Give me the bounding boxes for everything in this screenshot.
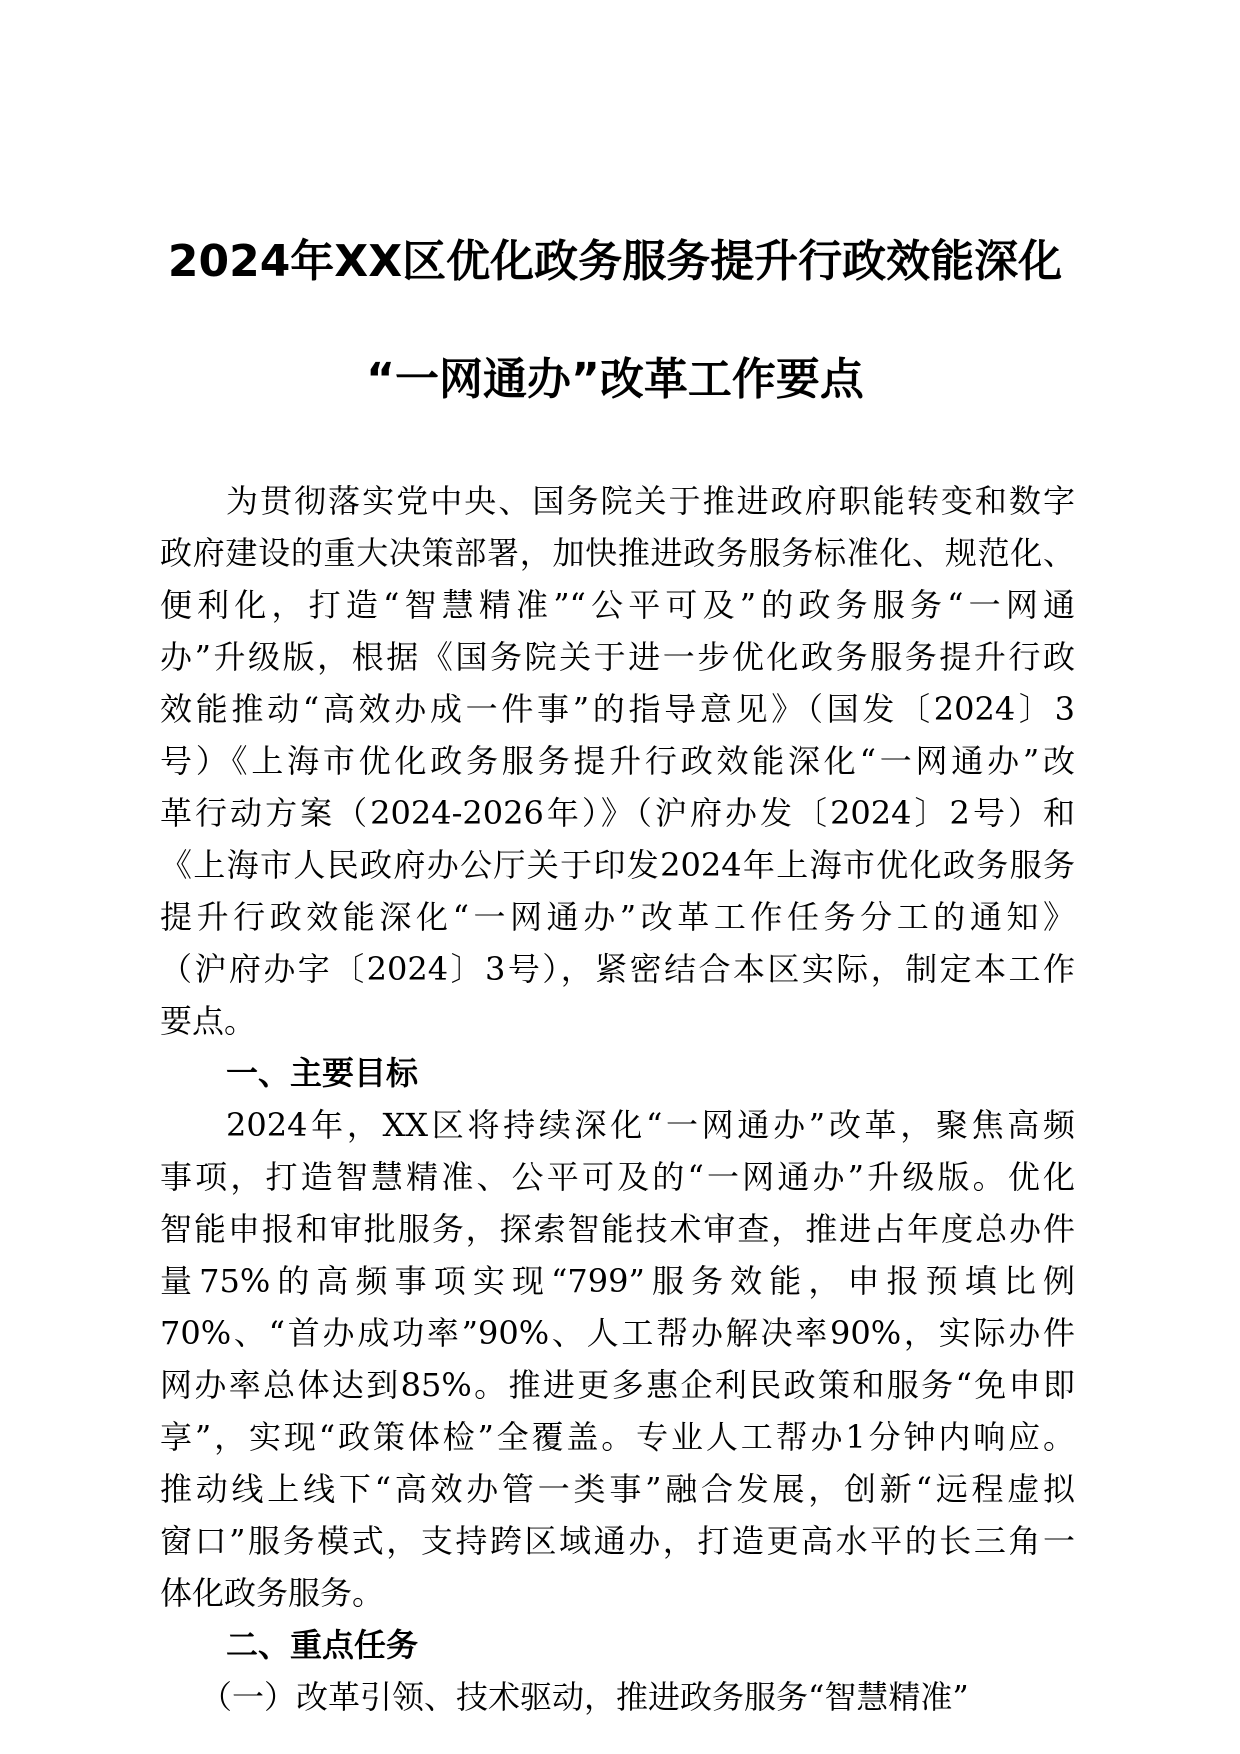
document-title-line-2: “一网通办”改革工作要点 [366, 354, 864, 405]
section-heading-key-tasks: 二、重点任务 [226, 1626, 419, 1664]
section-heading-main-goals: 一、主要目标 [226, 1054, 419, 1092]
document-title-line-1: 2024年XX区优化政务服务提升行政效能深化 [167, 236, 1063, 287]
intro-paragraph-line: 效能推动“高效办成一件事”的指导意见》（国发〔2024〕3 [160, 690, 1075, 728]
intro-paragraph-line: 革行动方案（2024-2026年）》（沪府办发〔2024〕2号）和 [160, 794, 1075, 832]
goals-paragraph-line: 窗口”服务模式，支持跨区域通办，打造更高水平的长三角一 [160, 1522, 1075, 1560]
goals-paragraph-line: 推动线上线下“高效办管一类事”融合发展，创新“远程虚拟 [160, 1470, 1075, 1508]
goals-paragraph-line: 事项，打造智慧精准、公平可及的“一网通办”升级版。优化 [160, 1158, 1075, 1196]
intro-paragraph-line: 《上海市人民政府办公厅关于印发2024年上海市优化政务服务 [160, 846, 1075, 884]
intro-paragraph-line: 号）《上海市优化政务服务提升行政效能深化“一网通办”改 [160, 742, 1075, 780]
goals-paragraph-line: 智能申报和审批服务，探索智能技术审查，推进占年度总办件 [160, 1210, 1075, 1248]
document-body [160, 475, 1075, 1723]
subsection-heading: （一）改革引领、技术驱动，推进政务服务“智慧精准” [200, 1678, 969, 1716]
intro-paragraph-line: 政府建设的重大决策部署，加快推进政务服务标准化、规范化、 [160, 534, 1075, 572]
intro-paragraph-line: 要点。 [160, 1002, 257, 1040]
intro-paragraph-line: （沪府办字〔2024〕3号），紧密结合本区实际，制定本工作 [160, 950, 1075, 988]
intro-paragraph-line: 便利化，打造“智慧精准”“公平可及”的政务服务“一网通 [160, 586, 1075, 624]
intro-paragraph-line: 为贯彻落实党中央、国务院关于推进政府职能转变和数字 [226, 482, 1075, 520]
goals-paragraph-line: 体化政务服务。 [160, 1574, 385, 1612]
goals-paragraph-line: 70%、“首办成功率”90%、人工帮办解决率90%，实际办件 [160, 1314, 1075, 1352]
intro-paragraph-line: 提升行政效能深化“一网通办”改革工作任务分工的通知》 [160, 898, 1075, 936]
goals-paragraph-line: 网办率总体达到85%。推进更多惠企利民政策和服务“免申即 [160, 1366, 1075, 1404]
goals-paragraph-line: 享”，实现“政策体检”全覆盖。专业人工帮办1分钟内响应。 [160, 1418, 1075, 1456]
intro-paragraph-line: 办”升级版，根据《国务院关于进一步优化政务服务提升行政 [160, 638, 1075, 676]
goals-paragraph-line: 量75%的高频事项实现“799”服务效能，申报预填比例 [160, 1262, 1075, 1300]
goals-paragraph-line: 2024年，XX区将持续深化“一网通办”改革，聚焦高频 [226, 1106, 1075, 1144]
